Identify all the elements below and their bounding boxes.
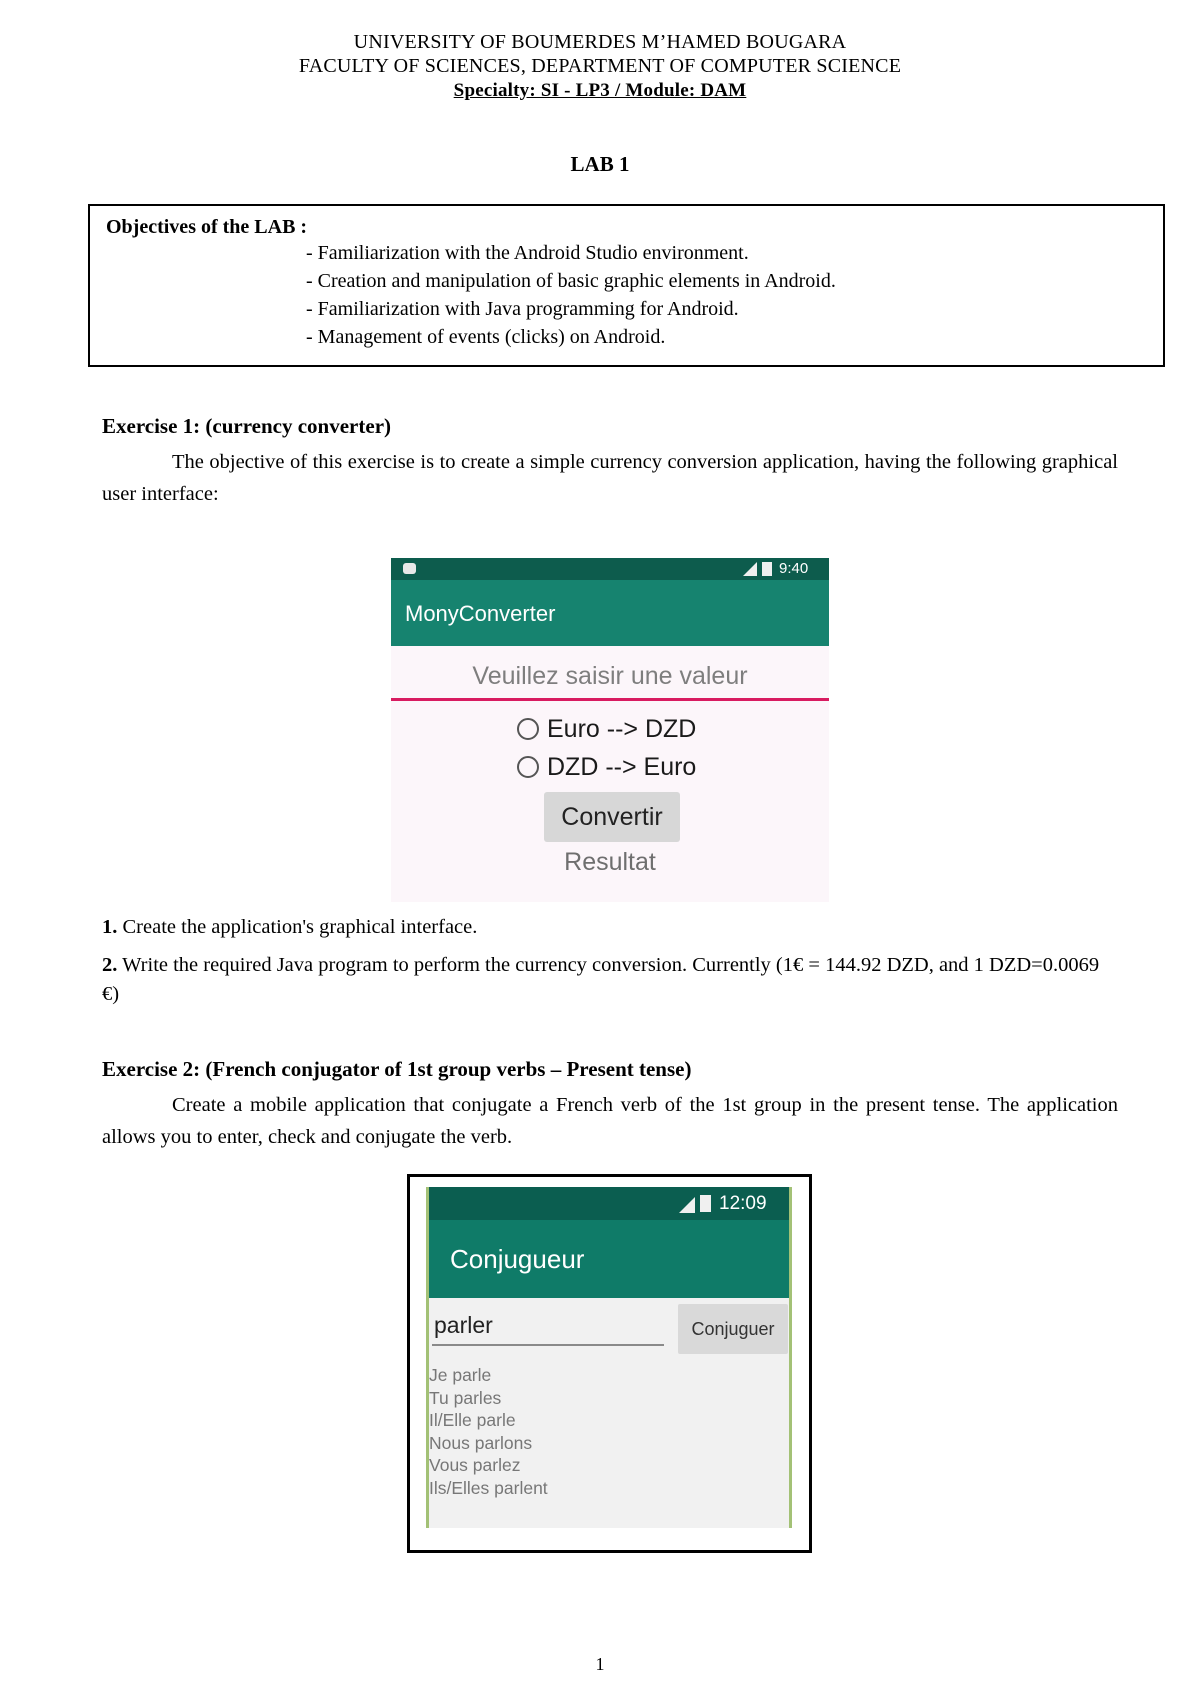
university-name: UNIVERSITY OF BOUMERDES M’HAMED BOUGARA [353, 31, 847, 53]
exercise1-question-2 [102, 951, 1118, 1009]
currency-converter-screenshot [391, 558, 829, 902]
objective-item: - Familiarization with Java programming for Android. [306, 298, 739, 320]
value-input[interactable]: Veuillez saisir une valeur [472, 662, 748, 690]
conjugation-row: Il/Elle parle [429, 1410, 516, 1430]
signal-icon [743, 562, 757, 576]
question-text: Write the required Java program to perform the currency conversion. Currently (1€ = 144.92 DZD, and 1 DZD=0.0069 €) [102, 954, 1100, 1005]
input-underline [432, 1344, 664, 1346]
verb-input[interactable]: parler [434, 1312, 493, 1338]
exercise2-title: Exercise 2: (French conjugator of 1st group verbs – Present tense) [102, 1057, 692, 1081]
app-bar [429, 1220, 792, 1298]
faculty-name: FACULTY OF SCIENCES, DEPARTMENT OF COMPUTER SCIENCE [298, 55, 902, 77]
conjugation-row: Vous parlez [429, 1455, 521, 1475]
question-number: 2. [102, 954, 118, 976]
android-notification-icon [403, 563, 416, 574]
objective-item: - Management of events (clicks) on Android. [306, 326, 666, 348]
objective-item: - Creation and manipulation of basic graphic elements in Android. [306, 270, 836, 292]
lab-title: LAB 1 [570, 152, 630, 176]
objectives-title: Objectives of the LAB : [106, 216, 308, 238]
conjugation-list [429, 1364, 548, 1499]
conjugation-row: Je parle [429, 1365, 492, 1385]
exercise1-intro [102, 446, 1118, 510]
battery-icon [762, 562, 772, 576]
exercise2-intro [102, 1089, 1118, 1153]
signal-icon [679, 1197, 695, 1213]
battery-icon [700, 1195, 711, 1212]
objectives-box [88, 204, 1165, 367]
app-title: Conjugueur [450, 1244, 585, 1274]
conjugation-row: Tu parles [429, 1387, 502, 1408]
specialty-line: Specialty: SI - LP3 / Module: DAM [453, 80, 747, 101]
convert-button[interactable]: Convertir [544, 792, 680, 842]
radio-label: Euro --> DZD [547, 715, 697, 743]
conjugation-row: Nous parlons [429, 1432, 533, 1453]
conjugator-screenshot [426, 1187, 792, 1528]
exercise1-intro-text: The objective of this exercise is to create a simple currency conversion application, having the following graphical user interface: [102, 451, 1118, 505]
conjugation-row: Ils/Elles parlent [429, 1477, 548, 1498]
result-label: Resultat [564, 848, 656, 876]
question-number: 1. [102, 916, 118, 938]
app-title: MonyConverter [405, 601, 556, 626]
input-underline [391, 698, 829, 701]
question-text: Create the application's graphical interface. [122, 916, 478, 938]
exercise1-question-1 [102, 913, 1118, 942]
exercise2-intro-text: Create a mobile application that conjugate a French verb of the 1st group in the present tense. The application allows you to enter, check and conjugate the verb. [102, 1094, 1118, 1148]
status-bar [429, 1187, 792, 1220]
conjugate-button[interactable]: Conjuguer [678, 1304, 788, 1354]
radio-label: DZD --> Euro [547, 753, 697, 781]
status-time: 12:09 [719, 1193, 767, 1214]
page-number: 1 [595, 1654, 605, 1674]
radio-circle-icon [517, 756, 539, 778]
objective-item: - Familiarization with the Android Studio environment. [306, 242, 749, 264]
status-time: 9:40 [779, 560, 809, 577]
app-bar [391, 580, 829, 646]
conjugator-screenshot-frame [407, 1174, 812, 1553]
radio-circle-icon [517, 718, 539, 740]
exercise1-title: Exercise 1: (currency converter) [102, 414, 392, 438]
status-bar [391, 558, 829, 580]
